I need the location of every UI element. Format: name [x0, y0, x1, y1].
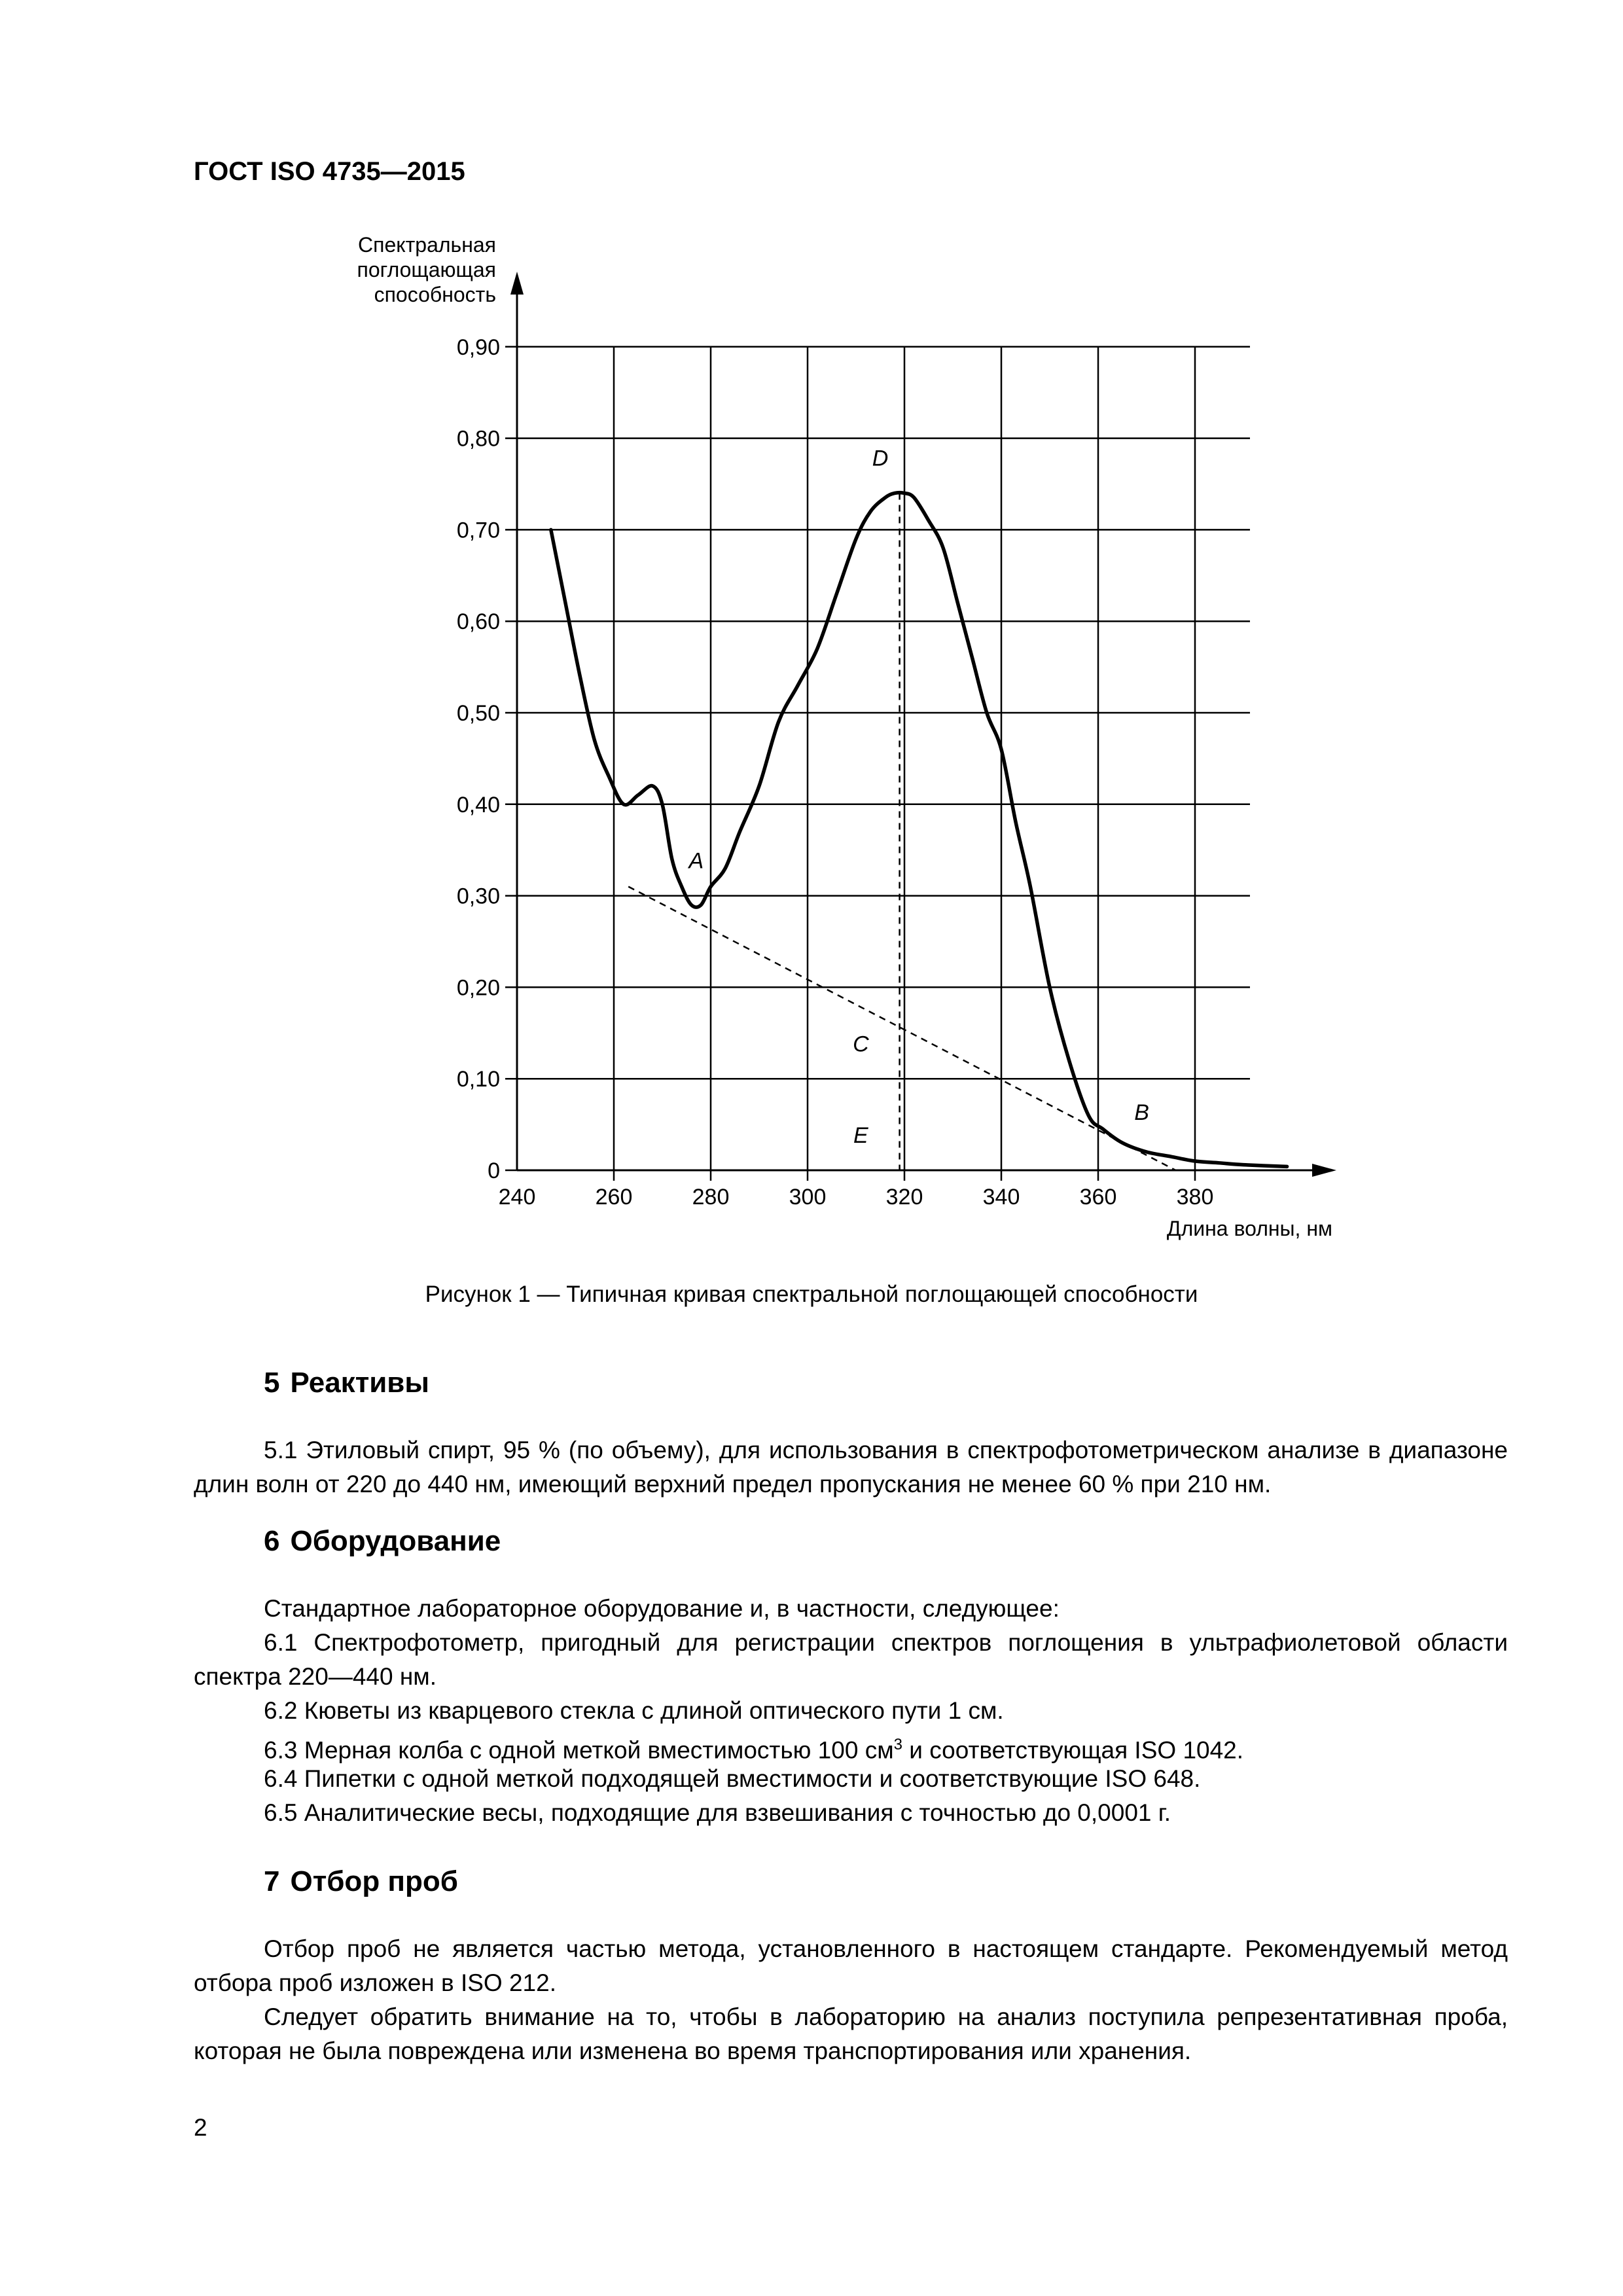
- y-tick-label: 0,80: [456, 426, 500, 452]
- section-6-heading: [264, 1525, 501, 1558]
- y-tick-label: 0,10: [456, 1067, 500, 1092]
- absorbance-curve: [551, 493, 1287, 1167]
- x-tick-label: 260: [595, 1185, 633, 1210]
- y-tick-label: 0,70: [456, 518, 500, 543]
- document-header: ГОСТ ISO 4735—2015: [194, 157, 465, 186]
- chart-grid: [505, 347, 1250, 1181]
- paragraph-6-1: 6.1 Спектрофотометр, пригодный для регистрации спектров поглощения в ультрафиолетовой области спектра 220—440 нм.: [194, 1629, 1508, 1690]
- chart-axis-labels: [357, 233, 1333, 1240]
- paragraph-5-1: 5.1 Этиловый спирт, 95 % (по объему), для использования в спектрофотометрическом анализе в диапазоне длин волн от 220 до 440 нм, имеющий верхний предел пропускания не менее 60 % при 210 нм.: [194, 1437, 1508, 1498]
- x-tick-label: 300: [789, 1185, 827, 1210]
- section-title: Реактивы: [290, 1367, 429, 1399]
- paragraph-7-2: Следует обратить внимание на то, чтобы в лабораторию на анализ поступила репрезентативная проба, которая не была повреждена или изменена во время транспортирования или хранения.: [194, 2003, 1508, 2064]
- point-label-d: D: [872, 446, 889, 471]
- x-tick-label: 380: [1176, 1185, 1214, 1210]
- y-axis-label: способность: [374, 283, 496, 306]
- section-title: Оборудование: [290, 1525, 501, 1557]
- point-label-a: A: [688, 848, 704, 874]
- y-tick-label: 0,20: [456, 975, 500, 1001]
- x-tick-label: 340: [982, 1185, 1020, 1210]
- y-axis-label: поглощающая: [357, 258, 496, 281]
- section-7-heading: [264, 1865, 458, 1898]
- y-tick-label: 0,30: [456, 884, 500, 909]
- paragraph-6-intro: Стандартное лабораторное оборудование и, в частности, следующее:: [264, 1595, 1060, 1622]
- y-tick-label: 0: [488, 1158, 500, 1183]
- section-title: Отбор проб: [290, 1865, 458, 1897]
- chart-axes: [510, 272, 1336, 1177]
- point-label-e: E: [853, 1123, 868, 1149]
- x-tick-label: 320: [885, 1185, 923, 1210]
- section-number: 7: [264, 1865, 280, 1897]
- point-label-b: B: [1134, 1100, 1149, 1126]
- section-5-heading: [264, 1367, 429, 1399]
- paragraph-6-5: 6.5 Аналитические весы, подходящие для взвешивания с точностью до 0,0001 г.: [264, 1799, 1171, 1826]
- chart-curve: [551, 493, 1287, 1167]
- x-axis-label: Длина волны, нм: [1166, 1217, 1332, 1240]
- y-tick-label: 0,60: [456, 609, 500, 635]
- x-tick-label: 360: [1079, 1185, 1117, 1210]
- section-number: 5: [264, 1367, 280, 1399]
- x-tick-label: 240: [498, 1185, 536, 1210]
- paragraph-7-1: Отбор проб не является частью метода, установленного в настоящем стандарте. Рекомендуемый метод отбора проб изложен в ISO 212.: [194, 1935, 1508, 1996]
- section-number: 6: [264, 1525, 280, 1557]
- page-number: 2: [194, 2114, 207, 2141]
- y-axis-label: Спектральная: [358, 233, 496, 257]
- x-tick-label: 280: [692, 1185, 730, 1210]
- paragraph-6-3-text: 6.3 Мерная колба с одной меткой вместимостью 100 см: [264, 1736, 894, 1764]
- figure-caption: Рисунок 1 — Типичная кривая спектральной поглощающей способности: [425, 1282, 1198, 1307]
- x-axis-arrow: [1312, 1164, 1336, 1177]
- y-axis-arrow: [510, 272, 524, 295]
- paragraph-6-3-tail: и соответствующая ISO 1042.: [902, 1736, 1244, 1764]
- paragraph-6-2: 6.2 Кюветы из кварцевого стекла с длиной оптического пути 1 см.: [264, 1697, 1004, 1724]
- y-tick-label: 0,90: [456, 334, 500, 360]
- y-tick-label: 0,40: [456, 792, 500, 817]
- superscript: 3: [893, 1736, 902, 1753]
- point-label-c: C: [853, 1031, 869, 1057]
- y-tick-label: 0,50: [456, 701, 500, 726]
- paragraph-6-4: 6.4 Пипетки с одной меткой подходящей вместимости и соответствующие ISO 648.: [264, 1765, 1201, 1792]
